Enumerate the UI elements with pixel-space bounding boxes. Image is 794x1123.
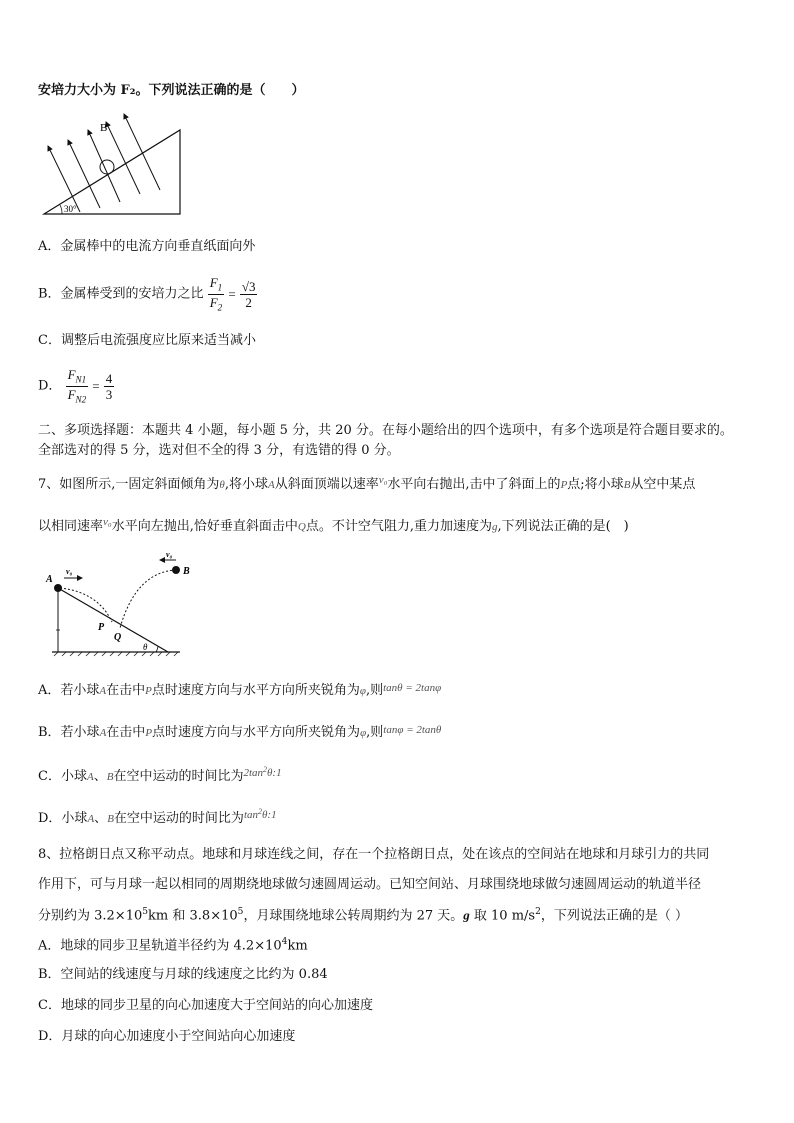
label-a: A (46, 574, 53, 585)
label-p: P (98, 622, 105, 633)
normal-force-ratio-fraction: $\frac{F_{N1}}{F_{N2}}$ (67, 367, 87, 405)
label-q: Q (114, 632, 122, 643)
q8-stem-line2: 作用下，可与月球一起以相同的周期绕地球做匀速圆周运动。已知空间站、月球围绕地球做匀速圆周运动的轨道半径 (38, 877, 702, 892)
q6-option-d: D． $\frac{F_{N1}}{F_{N2}}$ = $\frac{4}{3}$ (38, 367, 113, 405)
label-theta: θ (143, 642, 148, 652)
ball-b-trajectory (120, 570, 176, 628)
q7-projectile-figure (40, 548, 200, 660)
q8-option-d: D．月球的向心加速度小于空间站向心加速度 (38, 1029, 296, 1044)
angle-label: 30° (64, 204, 77, 214)
q7-stem-line1: 7、如图所示,一固定斜面倾角为θ,将小球A从斜面顶端以速率$^{v_0}$水平向右抛出,击中了斜面上的P点;将小球B从空中某点 (38, 474, 696, 492)
q7-option-b: B．若小球A在击中P点时速度方向与水平方向所夹锐角为φ,则$^{tan\varphi = 2tan\theta}$ (38, 724, 442, 740)
four-thirds-fraction: $\frac{4}{3}$ (105, 370, 113, 402)
field-label-b: B (100, 122, 108, 134)
label-b: B (183, 566, 190, 577)
q6-option-a: A．金属棒中的电流方向垂直纸面向外 (38, 239, 256, 254)
q6-incline-figure (40, 110, 190, 220)
slope-line (58, 588, 168, 652)
q7-option-d: D．小球A、B在空中运动的时间比为$^{tan2\theta:1}$ (38, 807, 277, 826)
ball-b (172, 566, 180, 574)
theta-arc (156, 646, 158, 652)
sqrt3-over-2-fraction: $\frac{√3}{2}$ (241, 278, 256, 310)
ball-a (54, 584, 62, 592)
q8-option-b: B．空间站的线速度与月球的线速度之比约为 0.84 (38, 967, 328, 982)
section-2-heading-line2: 全部选对的得 5 分，选对但不全的得 3 分，有选错的得 0 分。 (38, 443, 400, 458)
q8-option-c: C．地球的同步卫星的向心加速度大于空间站的向心加速度 (38, 998, 373, 1013)
q6-option-b: B．金属棒受到的安培力之比 $\frac{F_1}{F_2}$ = $\frac{√3}{2}$ (38, 275, 256, 313)
label-v0-b: v₀ (166, 550, 173, 559)
q7-stem-line2: 以相同速率$^{v_0}$水平向左抛出,恰好垂直斜面击中Q点。不计空气阻力,重力加速度为g,下列说法正确的是( ) (38, 516, 629, 534)
q8-stem-line1: 8、拉格朗日点又称平动点。地球和月球连线之间，存在一个拉格朗日点，处在该点的空间站在地球和月球引力的共同 (38, 847, 710, 862)
continuation-line: 安培力大小为 F₂。下列说法正确的是（ ） (38, 83, 305, 98)
q7-option-a: A．若小球A在击中P点时速度方向与水平方向所夹锐角为φ,则$^{tan\theta = 2tan\varphi}$ (38, 682, 442, 698)
q8-stem-line3: 分别约为 $3.2\times 10^5km$ 和 $3.8\times 10^5$，月球围绕地球公转周期约为 27 天。g 取 10 $m/s^2$，下列说法正确的是（ ） (38, 907, 689, 924)
force-ratio-fraction: $\frac{F_1}{F_2}$ (209, 275, 223, 313)
label-v0-a: v₀ (66, 567, 73, 576)
q7-option-c: C．小球A、B在空中运动的时间比为$^{2tan2\theta:1}$ (38, 765, 282, 784)
section-2-heading-line1: 二、多项选择题：本题共 4 小题，每小题 5 分，共 20 分。在每小题给出的四个选项中，有多个选项是符合题目要求的。 (38, 423, 733, 438)
q8-option-a: A．地球的同步卫星轨道半径约为 $4.2\times 10^4km$ (38, 937, 308, 954)
angle-arc (60, 205, 62, 214)
field-line-5 (124, 114, 160, 190)
q6-option-c: C．调整后电流强度应比原来适当减小 (38, 333, 256, 348)
